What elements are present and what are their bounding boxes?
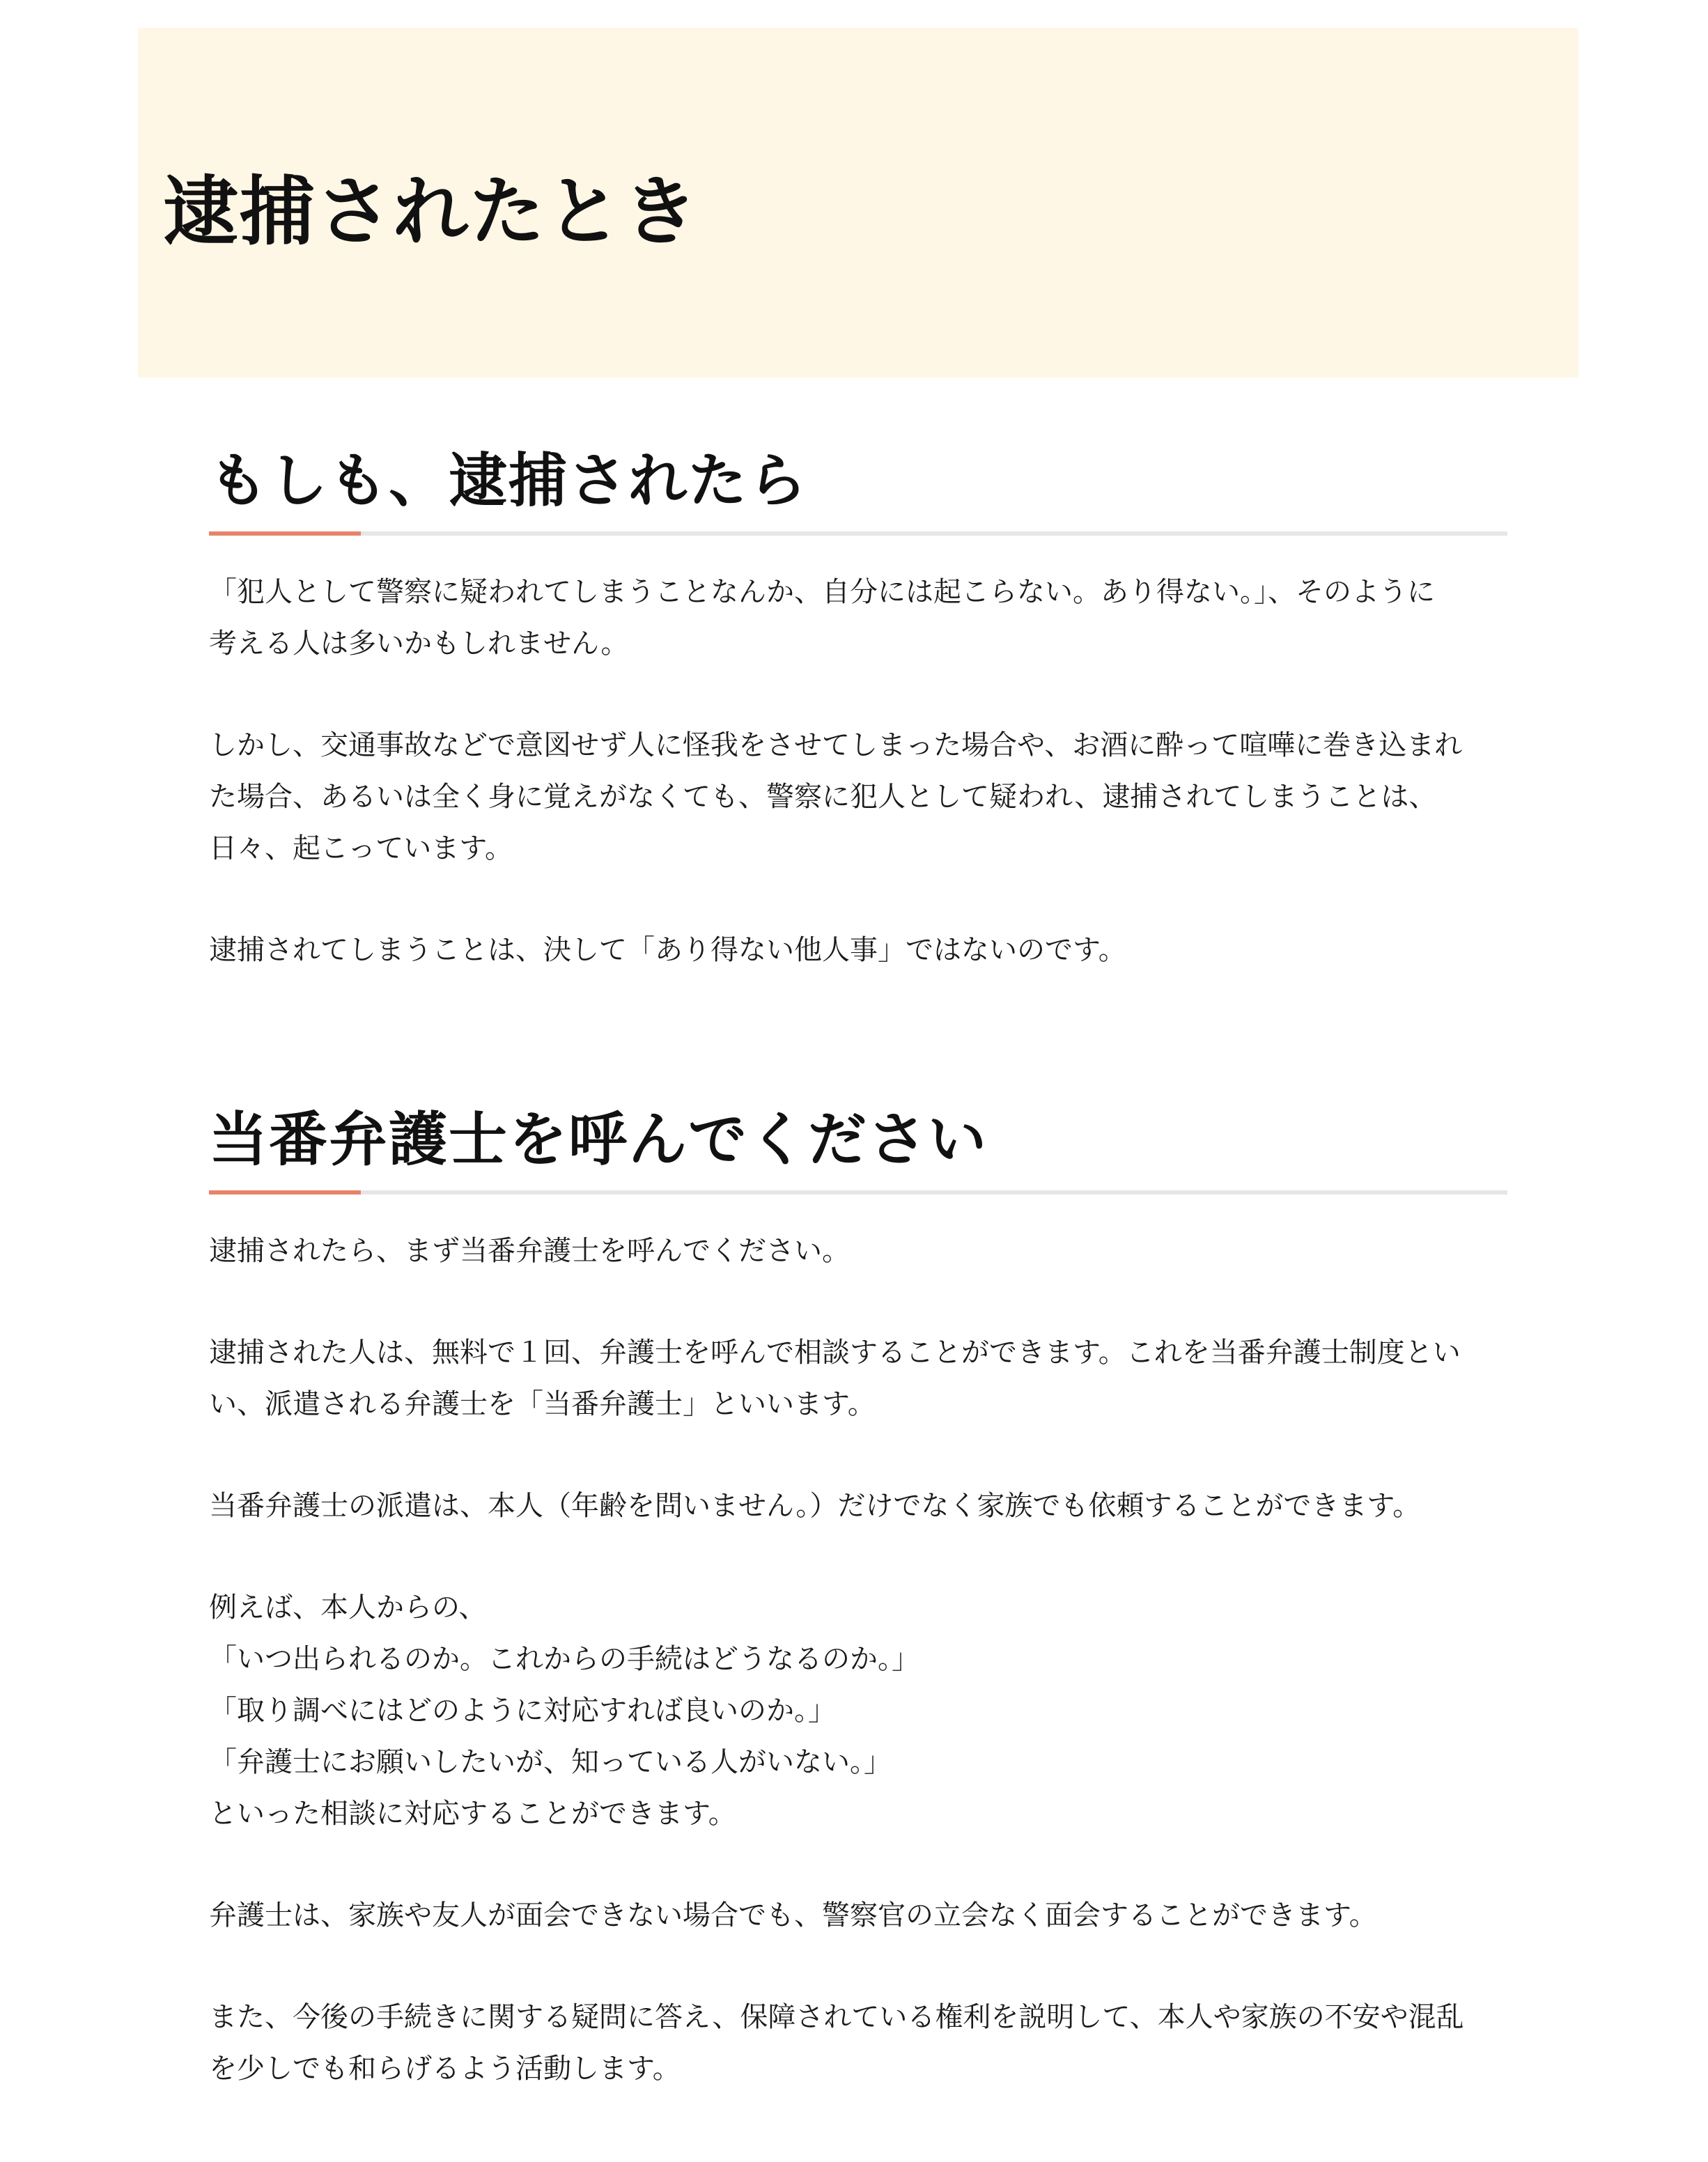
paragraph: しかし、交通事故などで意図せず人に怪我をさせてしまった場合や、お酒に酔って喧嘩に巻き込まれ た場合、あるいは全く身に覚えがなくても、警察に犯人として疑われ、逮捕されてしまうことは、 日々、起こっています。	[209, 729, 1463, 864]
paragraph: また、今後の手続きに関する疑問に答え、保障されている権利を説明して、本人や家族の不安や混乱 を少しでも和らげるよう活動します。	[209, 2000, 1464, 2085]
heading-underline	[209, 1190, 1507, 1195]
paragraph: 「犯人として警察に疑われてしまうことなんか、自分には起こらない。あり得ない。」、そのように 考える人は多いかもしれません。	[209, 575, 1435, 660]
page-title: 逮捕されたとき	[163, 169, 700, 256]
paragraph: 逮捕されたら、まず当番弁護士を呼んでください。	[209, 1234, 850, 1267]
section-if-arrested	[209, 446, 1507, 976]
page-header-banner	[138, 28, 1578, 378]
paragraph: 例えば、本人からの、 「いつ出られるのか。これからの手続はどうなるのか。」 「取り調べにはどのように対応すれば良いのか。」 「弁護士にお願いしたいが、知っている人がいない。」 といった相談に対応することができます。	[209, 1591, 919, 1830]
section-heading: 当番弁護士を呼んでください	[209, 1105, 988, 1174]
heading-underline-accent	[209, 531, 361, 536]
heading-underline	[209, 531, 1507, 536]
paragraph: 弁護士は、家族や友人が面会できない場合でも、警察官の立会なく面会することができます。	[209, 1899, 1377, 1931]
section-duty-lawyer	[209, 1105, 1507, 2094]
paragraph: 当番弁護士の派遣は、本人（年齢を問いません。）だけでなく家族でも依頼することができます。	[209, 1489, 1421, 1522]
section-body	[209, 566, 1507, 976]
paragraph: 逮捕された人は、無料で１回、弁護士を呼んで相談することができます。これを当番弁護士制度とい い、派遣される弁護士を「当番弁護士」といいます。	[209, 1336, 1461, 1420]
section-body	[209, 1225, 1507, 2094]
heading-underline-accent	[209, 1190, 361, 1195]
section-heading: もしも、逮捕されたら	[209, 446, 809, 515]
paragraph: 逮捕されてしまうことは、決して「あり得ない他人事」ではないのです。	[209, 933, 1126, 966]
